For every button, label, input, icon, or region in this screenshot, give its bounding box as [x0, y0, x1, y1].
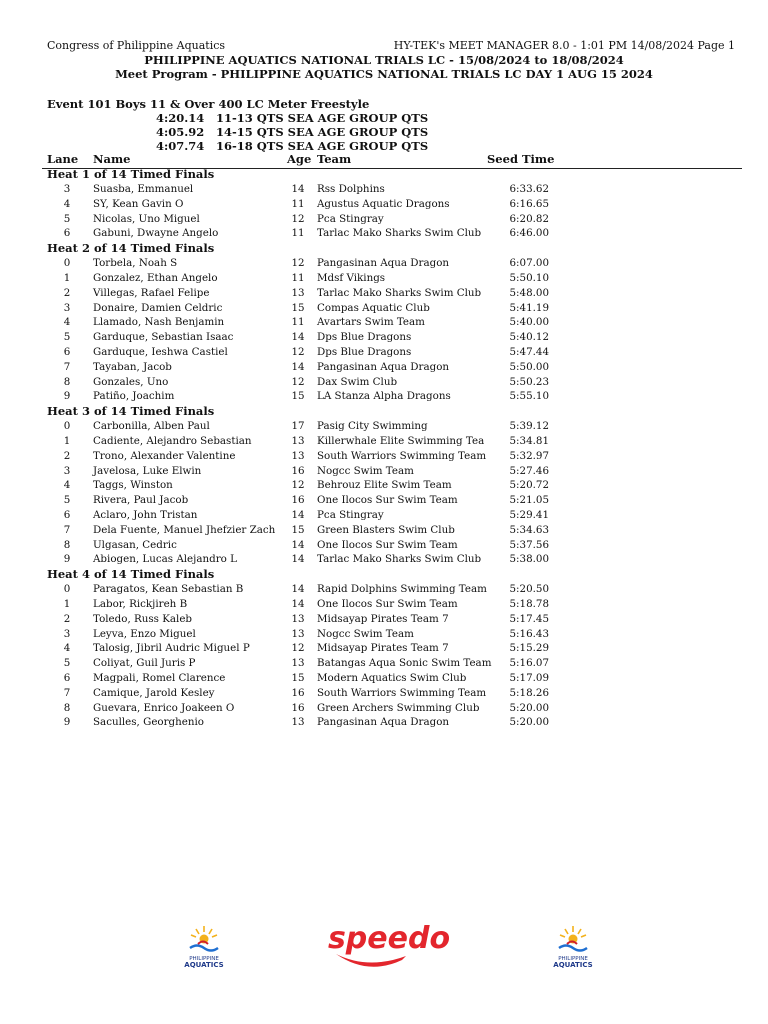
- swimmer-age: 15: [291, 390, 305, 403]
- swimmer-name: Gonzales, Uno: [93, 375, 169, 388]
- seed-time: 5:20.72: [509, 479, 549, 492]
- swimmer-name: Carbonilla, Alben Paul: [93, 420, 210, 433]
- entry-row: [0, 627, 768, 642]
- swimmer-name: Villegas, Rafael Felipe: [93, 286, 210, 299]
- heat-header: [0, 567, 768, 582]
- lane-number: 6: [63, 671, 71, 684]
- entry-row: [0, 686, 768, 701]
- entry-row: [0, 715, 768, 730]
- swimmer-age: 16: [291, 494, 305, 507]
- entry-row: [0, 212, 768, 227]
- team-name: Pca Stingray: [317, 508, 384, 521]
- lane-number: 0: [63, 257, 71, 270]
- swimmer-name: Rivera, Paul Jacob: [93, 494, 189, 507]
- swimmer-age: 12: [291, 212, 305, 225]
- logo-text: PHILIPPINE: [189, 956, 219, 962]
- qualifying-standard: [156, 125, 428, 139]
- lane-number: 0: [63, 583, 71, 596]
- meet-title: PHILIPPINE AQUATICS NATIONAL TRIALS LC - 15/08/2024 to 18/08/2024: [144, 53, 624, 67]
- seed-time: 5:15.29: [509, 642, 549, 655]
- team-name: Green Blasters Swim Club: [317, 523, 455, 536]
- seed-time: 5:41.19: [509, 301, 549, 314]
- swimmer-age: 11: [291, 227, 305, 240]
- team-name: Pasig City Swimming: [317, 420, 428, 433]
- team-name: Nogcc Swim Team: [317, 627, 414, 640]
- swimmer-age: 14: [291, 538, 305, 551]
- swimmer-age: 16: [291, 464, 305, 477]
- entry-row: [0, 434, 768, 449]
- seed-time: 6:16.65: [509, 197, 549, 210]
- team-name: Mdsf Vikings: [317, 271, 386, 284]
- heat-label: Heat 4 of 14 Timed Finals: [47, 567, 215, 582]
- swimmer-name: SY, Kean Gavin O: [93, 197, 184, 210]
- seed-time: 5:20.00: [509, 716, 549, 729]
- swimmer-name: Tayaban, Jacob: [93, 360, 172, 373]
- team-name: Rss Dolphins: [317, 183, 385, 195]
- team-name: LA Stanza Alpha Dragons: [317, 390, 451, 403]
- swimmer-age: 13: [291, 657, 305, 670]
- entry-row: [0, 330, 768, 345]
- swimmer-name: Toledo, Russ Kaleb: [93, 612, 193, 625]
- philippine-aquatics-logo: [174, 922, 234, 972]
- swimmer-age: 13: [291, 286, 305, 299]
- lane-number: 2: [63, 286, 71, 299]
- column-header-name: Name: [93, 152, 131, 166]
- lane-number: 0: [63, 420, 71, 433]
- qualifying-label: 11-13 QTS SEA AGE GROUP QTS: [216, 111, 429, 125]
- entry-row: [0, 701, 768, 716]
- swimmer-age: 13: [291, 627, 305, 640]
- heat-header: [0, 241, 768, 256]
- lane-number: 5: [63, 657, 71, 670]
- lane-number: 4: [63, 642, 71, 655]
- swimmer-name: Saculles, Georghenio: [93, 716, 204, 729]
- team-name: Pangasinan Aqua Dragon: [317, 360, 450, 373]
- event-title: Event 101 Boys 11 & Over 400 LC Meter Freestyle: [47, 97, 370, 111]
- qualifying-label: 14-15 QTS SEA AGE GROUP QTS: [216, 125, 429, 139]
- lane-number: 7: [63, 686, 71, 699]
- swimmer-age: 11: [291, 271, 305, 284]
- swimmer-name: Guevara, Enrico Joakeen O: [93, 701, 235, 714]
- seed-time: 5:34.81: [509, 434, 549, 447]
- software-info: HY-TEK's MEET MANAGER 8.0 - 1:01 PM 14/08/2024 Page 1: [393, 39, 735, 52]
- lane-number: 4: [63, 316, 71, 329]
- swimmer-age: 12: [291, 345, 305, 358]
- column-header-lane: Lane: [47, 152, 79, 166]
- entry-row: [0, 671, 768, 686]
- swimmer-name: Garduque, Sebastian Isaac: [93, 331, 234, 344]
- swimmer-age: 16: [291, 686, 305, 699]
- swimmer-age: 11: [291, 197, 305, 210]
- entry-row: [0, 478, 768, 493]
- seed-time: 6:46.00: [509, 227, 549, 240]
- lane-number: 1: [63, 597, 71, 610]
- heat-list: [0, 167, 768, 730]
- entry-row: [0, 256, 768, 271]
- lane-number: 6: [63, 227, 71, 240]
- lane-number: 3: [63, 464, 71, 477]
- entry-row: [0, 493, 768, 508]
- seed-time: 5:38.00: [509, 553, 549, 566]
- swimmer-name: Javelosa, Luke Elwin: [93, 464, 202, 477]
- heat-label: Heat 1 of 14 Timed Finals: [47, 167, 215, 181]
- swimmer-name: Aclaro, John Tristan: [93, 508, 198, 521]
- seed-time: 6:07.00: [509, 257, 549, 270]
- team-name: One Ilocos Sur Swim Team: [317, 597, 458, 610]
- lane-number: 2: [63, 612, 71, 625]
- team-name: Dax Swim Club: [317, 375, 398, 388]
- seed-time: 5:48.00: [509, 286, 549, 299]
- entry-row: [0, 315, 768, 330]
- swimmer-age: 12: [291, 375, 305, 388]
- column-header-age: Age: [287, 152, 312, 166]
- swimmer-age: 14: [291, 597, 305, 610]
- seed-time: 5:50.10: [509, 271, 549, 284]
- seed-time: 5:50.00: [509, 360, 549, 373]
- swimmer-age: 12: [291, 642, 305, 655]
- team-name: Pangasinan Aqua Dragon: [317, 716, 450, 729]
- lane-number: 1: [63, 434, 71, 447]
- swimmer-name: Patiño, Joachim: [93, 390, 175, 403]
- swimmer-age: 12: [291, 479, 305, 492]
- swimmer-name: Donaire, Damien Celdric: [93, 301, 223, 314]
- entry-row: [0, 419, 768, 434]
- seed-time: 5:50.23: [509, 375, 549, 388]
- team-name: Midsayap Pirates Team 7: [317, 612, 449, 625]
- lane-number: 3: [63, 183, 71, 195]
- seed-time: 5:34.63: [509, 523, 549, 536]
- swimmer-age: 15: [291, 301, 305, 314]
- lane-number: 5: [63, 494, 71, 507]
- swimmer-name: Trono, Alexander Valentine: [93, 449, 236, 462]
- entry-row: [0, 360, 768, 375]
- swimmer-age: 13: [291, 716, 305, 729]
- entry-row: [0, 508, 768, 523]
- seed-time: 6:20.82: [509, 212, 549, 225]
- lane-number: 4: [63, 197, 71, 210]
- swimmer-name: Talosig, Jibril Audric Miguel P: [93, 642, 250, 655]
- lane-number: 6: [63, 345, 71, 358]
- lane-number: 9: [63, 553, 71, 566]
- swimmer-name: Gabuni, Dwayne Angelo: [93, 227, 219, 240]
- entry-row: [0, 389, 768, 404]
- swimmer-name: Paragatos, Kean Sebastian B: [93, 583, 244, 596]
- team-name: Nogcc Swim Team: [317, 464, 414, 477]
- team-name: Avartars Swim Team: [317, 316, 425, 329]
- seed-time: 6:33.62: [509, 183, 549, 195]
- seed-time: 5:40.12: [509, 331, 549, 344]
- team-name: Tarlac Mako Sharks Swim Club: [317, 553, 482, 566]
- logo-text: AQUATICS: [553, 961, 593, 969]
- seed-time: 5:32.97: [509, 449, 549, 462]
- entry-row: [0, 552, 768, 567]
- entry-row: [0, 226, 768, 241]
- swimmer-name: Gonzalez, Ethan Angelo: [93, 271, 218, 284]
- swimmer-name: Camique, Jarold Kesley: [93, 686, 215, 699]
- swimmer-age: 14: [291, 583, 305, 596]
- entry-row: [0, 271, 768, 286]
- team-name: One Ilocos Sur Swim Team: [317, 538, 458, 551]
- swimmer-name: Torbela, Noah S: [93, 257, 178, 270]
- seed-time: 5:17.45: [509, 612, 549, 625]
- team-name: Tarlac Mako Sharks Swim Club: [317, 286, 482, 299]
- swimmer-name: Magpali, Romel Clarence: [93, 671, 226, 684]
- swimmer-age: 14: [291, 331, 305, 344]
- swimmer-name: Llamado, Nash Benjamin: [93, 316, 225, 329]
- qualifying-time: 4:20.14: [156, 111, 205, 125]
- seed-time: 5:20.00: [509, 701, 549, 714]
- entry-row: [0, 197, 768, 212]
- team-name: Pangasinan Aqua Dragon: [317, 257, 450, 270]
- team-name: South Warriors Swimming Team: [317, 686, 487, 699]
- entry-row: [0, 656, 768, 671]
- seed-time: 5:55.10: [509, 390, 549, 403]
- heat-label: Heat 2 of 14 Timed Finals: [47, 241, 215, 256]
- lane-number: 7: [63, 523, 71, 536]
- team-name: Dps Blue Dragons: [317, 345, 412, 358]
- entry-row: [0, 523, 768, 538]
- swimmer-name: Cadiente, Alejandro Sebastian: [93, 434, 252, 447]
- lane-number: 5: [63, 331, 71, 344]
- entry-row: [0, 301, 768, 316]
- organization-name: Congress of Philippine Aquatics: [47, 39, 226, 52]
- speedo-wordmark: speedo: [328, 921, 450, 956]
- team-name: Green Archers Swimming Club: [317, 701, 480, 714]
- lane-number: 2: [63, 449, 71, 462]
- seed-time: 5:20.50: [509, 583, 549, 596]
- swimmer-name: Garduque, Ieshwa Castiel: [93, 345, 228, 358]
- seed-time: 5:37.56: [509, 538, 549, 551]
- seed-time: 5:18.26: [509, 686, 549, 699]
- entry-row: [0, 612, 768, 627]
- seed-time: 5:17.09: [509, 671, 549, 684]
- logo-text: PHILIPPINE: [558, 956, 588, 962]
- entry-row: [0, 286, 768, 301]
- swimmer-name: Dela Fuente, Manuel Jhefzier Zach: [93, 523, 276, 536]
- heat-header: [0, 167, 768, 182]
- team-name: Tarlac Mako Sharks Swim Club: [317, 227, 482, 240]
- swimmer-name: Coliyat, Guil Juris P: [93, 657, 196, 670]
- seed-time: 5:47.44: [509, 345, 549, 358]
- swimmer-age: 11: [291, 316, 305, 329]
- swimmer-age: 16: [291, 701, 305, 714]
- entry-row: [0, 582, 768, 597]
- swimmer-name: Ulgasan, Cedric: [93, 538, 177, 551]
- philippine-aquatics-logo: [543, 922, 603, 972]
- swimmer-name: Suasba, Emmanuel: [93, 183, 194, 195]
- team-name: Batangas Aqua Sonic Swim Team: [317, 657, 492, 670]
- heat-label: Heat 3 of 14 Timed Finals: [47, 404, 215, 419]
- seed-time: 5:29.41: [509, 508, 549, 521]
- lane-number: 9: [63, 716, 71, 729]
- swimmer-age: 14: [291, 553, 305, 566]
- qualifying-standard: [156, 139, 428, 153]
- team-name: Compas Aquatic Club: [317, 301, 430, 314]
- seed-time: 5:16.07: [509, 657, 549, 670]
- seed-time: 5:18.78: [509, 597, 549, 610]
- swimmer-age: 13: [291, 612, 305, 625]
- lane-number: 8: [63, 538, 71, 551]
- team-name: Midsayap Pirates Team 7: [317, 642, 449, 655]
- qualifying-time: 4:05.92: [156, 125, 205, 139]
- swimmer-name: Labor, Rickjireh B: [93, 597, 188, 610]
- team-name: Agustus Aquatic Dragons: [317, 197, 450, 210]
- team-name: Rapid Dolphins Swimming Team: [317, 583, 487, 596]
- swimmer-age: 17: [291, 420, 305, 433]
- team-name: One Ilocos Sur Swim Team: [317, 494, 458, 507]
- team-name: Behrouz Elite Swim Team: [317, 479, 452, 492]
- team-name: South Warriors Swimming Team: [317, 449, 487, 462]
- seed-time: 5:40.00: [509, 316, 549, 329]
- seed-time: 5:39.12: [509, 420, 549, 433]
- entry-row: [0, 449, 768, 464]
- swimmer-name: Leyva, Enzo Miguel: [93, 627, 196, 640]
- meet-program-title: Meet Program - PHILIPPINE AQUATICS NATIONAL TRIALS LC DAY 1 AUG 15 2024: [115, 67, 653, 81]
- lane-number: 4: [63, 479, 71, 492]
- swimmer-age: 14: [291, 360, 305, 373]
- lane-number: 5: [63, 212, 71, 225]
- swimmer-name: Abiogen, Lucas Alejandro L: [93, 553, 237, 566]
- lane-number: 1: [63, 271, 71, 284]
- swimmer-age: 13: [291, 449, 305, 462]
- swimmer-name: Nicolas, Uno Miguel: [93, 212, 200, 225]
- swimmer-age: 13: [291, 434, 305, 447]
- heat-header: [0, 404, 768, 419]
- entry-row: [0, 641, 768, 656]
- seed-time: 5:27.46: [509, 464, 549, 477]
- lane-number: 6: [63, 508, 71, 521]
- entry-row: [0, 464, 768, 479]
- entry-row: [0, 375, 768, 390]
- qualifying-label: 16-18 QTS SEA AGE GROUP QTS: [216, 139, 429, 153]
- lane-number: 7: [63, 360, 71, 373]
- column-header-team: Team: [317, 152, 352, 166]
- entry-row: [0, 345, 768, 360]
- qualifying-time: 4:07.74: [156, 139, 205, 153]
- lane-number: 8: [63, 375, 71, 388]
- lane-number: 3: [63, 301, 71, 314]
- entry-row: [0, 182, 768, 197]
- lane-number: 3: [63, 627, 71, 640]
- column-header-seed-time: Seed Time: [487, 152, 555, 166]
- speedo-logo: [328, 918, 450, 978]
- seed-time: 5:21.05: [509, 494, 549, 507]
- qualifying-standard: [156, 111, 428, 125]
- team-name: Killerwhale Elite Swimming Tea: [317, 434, 485, 447]
- swimmer-age: 15: [291, 671, 305, 684]
- swimmer-name: Taggs, Winston: [93, 479, 173, 492]
- swimmer-age: 12: [291, 257, 305, 270]
- seed-time: 5:16.43: [509, 627, 549, 640]
- swimmer-age: 15: [291, 523, 305, 536]
- team-name: Dps Blue Dragons: [317, 331, 412, 344]
- team-name: Modern Aquatics Swim Club: [317, 671, 467, 684]
- lane-number: 8: [63, 701, 71, 714]
- swimmer-age: 14: [291, 183, 305, 195]
- team-name: Pca Stingray: [317, 212, 384, 225]
- entry-row: [0, 597, 768, 612]
- entry-row: [0, 538, 768, 553]
- lane-number: 9: [63, 390, 71, 403]
- logo-text: AQUATICS: [184, 961, 224, 969]
- swimmer-age: 14: [291, 508, 305, 521]
